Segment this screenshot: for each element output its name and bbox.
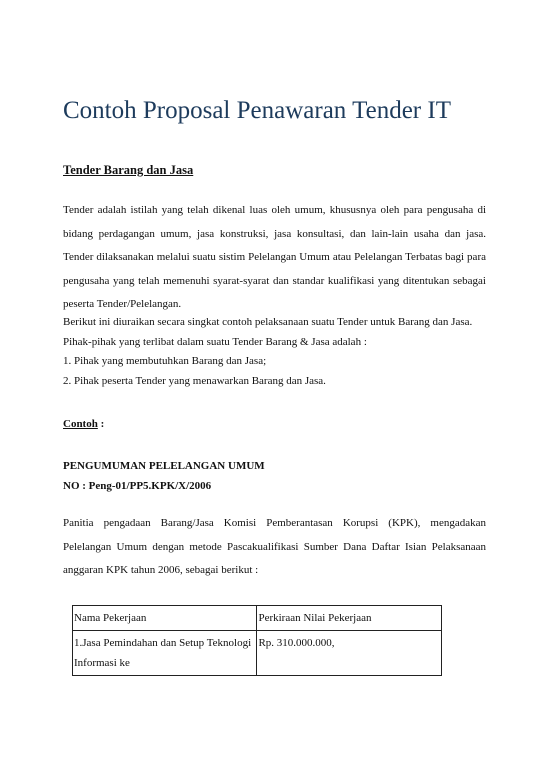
intro-paragraph: Tender adalah istilah yang telah dikenal luas oleh umum, khususnya oleh para pengusaha di bidang perdagangan umum, jasa konstruksi, jasa konsultasi, dan lain-lain usaha dan jasa. Tender dilaksanakan melalui suatu sistim Pelelangan Umum atau Pelelangan Terbatas bagi para pengusaha yang telah memenuhi syarat-syarat dan standar kualifikasi yang ditentukan sebagai peserta Tender/Pelelangan.: [63, 204, 486, 310]
announcement-title: PENGUMUMAN PELELANGAN UMUM: [63, 460, 265, 472]
description-line: 2. Pihak peserta Tender yang menawarkan Barang dan Jasa.: [63, 374, 326, 387]
example-colon: :: [97, 418, 105, 430]
announcement-number: NO : Peng-01/PP5.KPK/X/2006: [63, 480, 212, 492]
example-heading: [63, 418, 104, 430]
table-header-row: [73, 606, 442, 631]
document-title: Contoh Proposal Penawaran Tender IT: [63, 97, 451, 124]
announcement-paragraph: Panitia pengadaan Barang/Jasa Komisi Pemberantasan Korupsi (KPK), mengadakan Pelelangan Umum dengan metode Pascakualifikasi Sumber Dana Daftar Isian Pelaksanaan anggaran KPK tahun 2006, sebagai berikut :: [63, 517, 486, 576]
description-line: Pihak-pihak yang terlibat dalam suatu Tender Barang & Jasa adalah :: [63, 335, 367, 348]
work-table: [72, 605, 442, 676]
table-cell: 1.Jasa Pemindahan dan Setup Teknologi Informasi ke: [73, 631, 257, 676]
description-line: Berikut ini diuraikan secara singkat contoh pelaksanaan suatu Tender untuk Barang dan Jasa.: [63, 316, 473, 328]
section-subtitle: Tender Barang dan Jasa: [63, 163, 194, 177]
description-paragraph: [63, 313, 493, 391]
announcement-heading: [63, 456, 265, 496]
table-header-cell: Nama Pekerjaan: [73, 606, 257, 631]
table-header-cell: Perkiraan Nilai Pekerjaan: [257, 606, 442, 631]
table-row: [73, 631, 442, 676]
example-label: Contoh: [63, 418, 98, 430]
table-cell: Rp. 310.000.000,: [257, 631, 442, 676]
description-line: 1. Pihak yang membutuhkan Barang dan Jasa;: [63, 355, 267, 367]
